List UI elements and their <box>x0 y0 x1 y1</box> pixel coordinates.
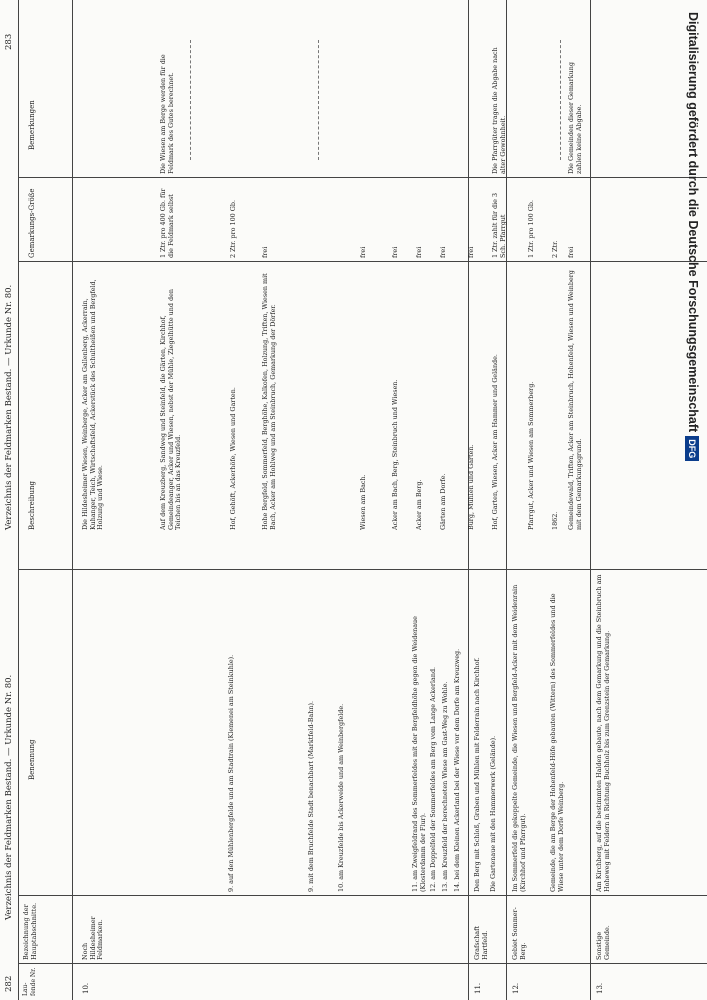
row-groesse: frei <box>261 246 269 258</box>
row-nr: 10. <box>82 982 90 994</box>
col-header-nr: Lau-fende Nr. <box>22 967 37 996</box>
row-bemerkung: Die Gemeinden dieser Gemarkung zahlen keine Abgabe. <box>567 62 583 174</box>
watermark-text: Digitalisierung gefördert durch die Deutsche Forschungsgemeinschaft <box>686 12 700 433</box>
entry: Den Berg mit Schloß, Graben und Mühlen mit Felderrain nach Kirchhof. <box>473 657 481 892</box>
entry: 9. auf den Mühlenbergfelde und am Stadtrain (Klemenei am Steinkuhle). <box>227 654 235 892</box>
dfg-logo: DFG <box>685 436 699 461</box>
col-header-benennung: Benennung <box>28 739 36 780</box>
col-header-bemerkungen: Bemerkungen <box>28 100 36 150</box>
left-running-head: Verzeichnis der Feldmarken Bestand. — Urkunde Nr. 80. <box>4 674 14 920</box>
row-bemerkung: Die Wiesen am Berge werden für die Feldmark des Gutes berechnet. <box>159 54 175 174</box>
col-divider-1 <box>18 963 707 964</box>
row-beschreibung: Hohe Bergfeld, Sommerfeld, Berghöhe, Kalkofen, Holzung, Triften, Wiesen mit Bach, Acker am Hohlweg und am Steinbruch, Gemarkung der Dörfer. <box>261 273 277 530</box>
col-divider-3 <box>18 261 707 262</box>
row-nr: 12. <box>512 982 520 994</box>
row-groesse: 2 Ztr. <box>551 240 559 258</box>
row-beschreibung: Pfarrgut, Acker und Wiesen am Sommerberg. <box>527 381 535 530</box>
row-bezeichnung: Gebiet Sommer-Berg. <box>511 907 527 960</box>
row-beschreibung: Hof, Gehöft, Ackerhöfe, Wiesen und Garten. <box>229 387 237 530</box>
row-groesse: frei <box>415 246 423 258</box>
entry: 12. am Doppelfeld der Sommerfeldes am Berg vom Lange Ackerland. <box>429 666 437 892</box>
row-beschreibung: Die Hildesheimer Wiesen, Weinberge, Acker am Gallenberg, Ackerrain, Kuhanger, Teich, Wirtschaftsfeld, Ackerstück des Schultheißen und Bergfeld, Holzung und Wiese. <box>81 279 105 530</box>
row-groesse: 2 Ztr. pro 100 Gb. <box>229 199 237 258</box>
row-bezeichnung: Grafschaft Hartfeld. <box>473 925 489 960</box>
row-bezeichnung: Noch Hildesheimer Feldmarken. <box>81 916 105 960</box>
entry: 11. am Zweigfeldrand des Sommerfeldes mit der Bergfeldhöhe gegen die Weidenaue (Klosterdamm der Flur). <box>411 616 427 892</box>
col-header-bezeichnung: Bezeichnung der Hauptabschnitte. <box>22 902 38 960</box>
row-groesse: frei <box>439 246 447 258</box>
col-header-beschreibung: Beschreibung <box>28 480 36 530</box>
left-page-number: 282 <box>4 975 14 992</box>
entry: 10. am Kreuzfelde bis Ackerweide und am Weinbergfelde. <box>337 703 345 892</box>
watermark-band <box>682 12 704 612</box>
row-groesse: 1 Ztr. pro 100 Gb. <box>527 199 535 258</box>
entry: 14. bei dem Kleinen Ackerland bei der Wiese vor dem Dorfe am Kreuzweg. <box>453 648 461 892</box>
row-groesse: 1 Ztr. zahlt für die 3 Sch. Pfarrgut <box>491 192 507 258</box>
col-divider-2 <box>18 895 707 896</box>
col-header-rule <box>72 0 73 1000</box>
row-beschreibung: Wiesen am Bach. <box>359 474 367 530</box>
dash-rule <box>560 40 561 160</box>
row-beschreibung: Gärten am Dorfe. <box>439 473 447 530</box>
row-groesse: frei <box>359 246 367 258</box>
row-beschreibung: Gemeindewald, Triften, Acker am Steinbruch, Hohenfeld, Wiesen und Weinberg mit dem Gemarkungsgrund. <box>567 270 583 530</box>
row-bezeichnung: Sonstige Gemeinde. <box>595 925 611 960</box>
entry: Am Kirchberg, auf die bestimmten Halden gebaute, nach dem Gemarkung und die Steinbruch am Hoheweg mit Feldern in Richtung Buchholz bis zum Grenzstein der Gemarkung. <box>595 574 611 892</box>
dash-rule <box>190 40 191 160</box>
row-bemerkung: Die Pfarrgüter tragen die Abgabe nach alter Gewohnheit. <box>491 47 507 174</box>
entry: Gemeinde, die am Berge der Hohenfeld-Höfe gebauten (Wittern) des Sommerfeldes und die Wiese unter dem Dorfe Weinberg. <box>549 593 565 892</box>
row-nr: 13. <box>596 982 604 994</box>
entry: Die Gartenaue mit den Hammerwerk (Gelände). <box>489 735 497 892</box>
entry: 9. mit dem Bruchfelde Stadt benachbart (Marktfeld-Bahn). <box>307 701 315 892</box>
row-groesse: frei <box>567 246 575 258</box>
row-beschreibung: 1862. <box>551 511 559 530</box>
row-rule <box>590 0 591 1000</box>
col-divider-4 <box>18 177 707 178</box>
row-beschreibung: Burg, Mühlen und Garten. <box>467 444 475 530</box>
row-groesse: frei <box>391 246 399 258</box>
row-beschreibung: Hof, Garten, Wiesen, Acker am Hammer und Gelände. <box>491 354 499 530</box>
header-rule <box>18 0 19 1000</box>
row-nr: 11. <box>474 982 482 994</box>
row-beschreibung: Acker am Bach, Berg, Steinbruch und Wiesen. <box>391 379 399 530</box>
col-header-groesse: Gemarkungs-Größe <box>28 188 36 258</box>
right-running-head: Verzeichnis der Feldmarken Bestand. — Urkunde Nr. 80. <box>4 284 14 530</box>
row-groesse: frei <box>467 246 475 258</box>
row-beschreibung: Acker am Berg. <box>415 479 423 530</box>
row-groesse: 1 Ztr. pro 400 Gb. für die Feldmark selbst <box>159 188 175 258</box>
page-gutter <box>18 569 707 570</box>
row-beschreibung: Auf dem Kreuzberg, Sandweg und Steinfeld, die Gärten, Kirchhof, Gemeindeanger, Acker und Wiesen, nebst der Mühle, Ziegelhütte und den Teichen bis an das Kreuzfeld. <box>159 289 183 530</box>
right-page-number: 283 <box>4 33 14 50</box>
entry: 13. am Kreuzfeld der berechneten Wiese am Gast-Weg zu Wohle. <box>441 681 449 892</box>
dash-rule <box>318 40 319 160</box>
entry: Im Sommerfeld die gekoppelte Gemeinde, die Wiesen und Bergfeld-Acker mit dem Weidenrain (Kirchhof und Pfarrgut). <box>511 584 527 892</box>
